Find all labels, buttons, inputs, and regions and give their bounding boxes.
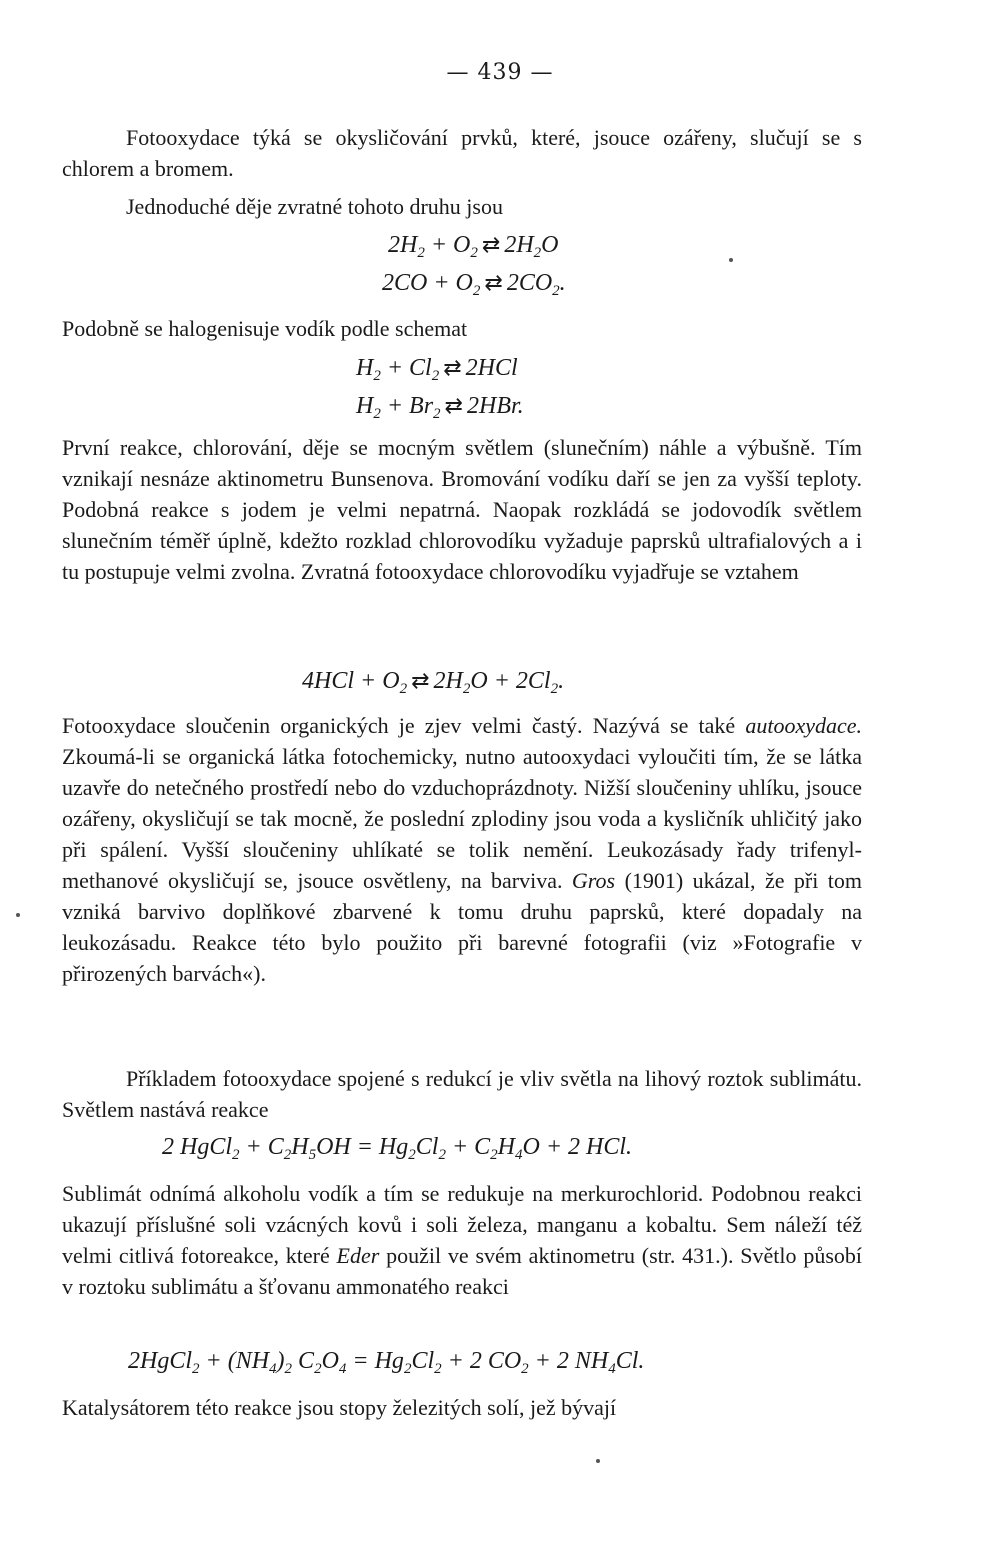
author-eder: Eder	[336, 1243, 380, 1268]
paragraph-chlorovani: První reakce, chlorování, děje se mocným světlem (slunečním) náhle a výbušně. Tím vznikají nesnáze aktinometru Bunsenova. Bromování vodíku daří se jen za vyšší teploty. Podobná reakce s jodem je velmi nepatrná. Naopak rozkládá se jodovodík světlem slunečním téměř úplně, kdežto rozklad chlorovodíku vyžaduje paprsků ultrafialových a i tu postupuje velmi zvolna. Zvratná fotooxydace chlorovodíku vyjadřuje se vztahem	[62, 435, 862, 584]
paragraph-katalysator: Katalysátorem této reakce jsou stopy železitých solí, jež bývají	[62, 1395, 617, 1420]
equilibrium-arrow-icon: ⇄	[484, 270, 503, 295]
equation-carbon-dioxide: $2CO + O_2$ ⇄ $2CO_2$.	[382, 270, 566, 299]
equilibrium-arrow-icon: ⇄	[411, 668, 430, 693]
equilibrium-arrow-icon: ⇄	[444, 393, 463, 418]
equation-water: $2H_2 + O_2$ ⇄ $2H_2O$	[388, 232, 559, 261]
page-number: — 439 —	[446, 60, 554, 85]
paragraph-fotooxydace-intro: Fotooxydace týká se okysličování prvků, které, jsouce ozářeny, slučují se s chlorem a bromem.	[62, 125, 862, 181]
equation-stovan-ammonaty: 2HgCl$_2$ + $(NH_4)_2$ $C_2O_4 = Hg_2Cl_2 + 2$ $CO_2 + 2$ $NH_4Cl$.	[128, 1348, 645, 1377]
print-speck	[729, 258, 733, 262]
equilibrium-arrow-icon: ⇄	[481, 232, 501, 257]
equation-hydrogen-chloride: $H_2 + Cl_2$ ⇄ 2HCl	[356, 355, 518, 384]
term-autooxydace: autooxydace.	[745, 713, 862, 738]
equation-chlorovodik-fotooxydace: $4HCl + O_2$ ⇄ $2H_2O + 2Cl_2$.	[302, 668, 565, 697]
equation-sublimat-alkohol: 2 HgCl$_2$ + $C_2H_5OH = Hg_2Cl_2 + C_2H_4O + 2$ HCl.	[162, 1134, 633, 1163]
paragraph-merkurochlorid: Sublimát odnímá alkoholu vodík a tím se redukuje na merkurochlorid. Podobnou reakci ukazují příslušné soli vzácných kovů i soli železa, manganu a kobaltu. Sem náleží též velmi citlivá fotoreakce, které Eder použil ve svém aktinometru (str. 431.). Světlo působí v roztoku sublimátu a šťovanu ammonatého reakci	[62, 1181, 862, 1299]
equation-hydrogen-bromide: $H_2 + Br_2$ ⇄ 2HBr.	[356, 393, 524, 422]
paragraph-autooxydace: Fotooxydace sloučenin organických je zjev velmi častý. Nazývá se také autooxydace. Zkoumá-li se organická látka fotochemicky, nutno autooxydaci vyloučiti tím, že se látka uzavře do netečného prostředí nebo do vzduchoprázdnoty. Nižší sloučeniny uhlíku, jsouce ozářeny, okysličují se tak mocně, že poslední zplodiny jsou voda a kysličník uhličitý jako při spálení. Vyšší sloučeniny uhlíkaté se tolik nemění. Leukozásady řady trifenyl-methanové okysličují se, jsouce osvětleny, na barviva. Gros (1901) ukázal, že při tom vzniká barvivo doplňkové zbarvené k tomu druhu paprsků, které dopadaly na leukozásadu. Reakce této bylo použito při barevné fotografii (viz »Fotografie v přirozených barvách«).	[62, 713, 863, 986]
equilibrium-arrow-icon: ⇄	[443, 355, 462, 380]
paragraph-zvratne-deje: Jednoduché děje zvratné tohoto druhu jsou	[126, 194, 503, 219]
print-speck	[596, 1459, 600, 1463]
print-speck	[16, 913, 20, 917]
paragraph-sublimat: Příkladem fotooxydace spojené s redukcí je vliv světla na lihový roztok sublimátu. Světlem nastává reakce	[62, 1066, 862, 1122]
paragraph-halogenisace: Podobně se halogenisuje vodík podle schemat	[62, 316, 468, 341]
author-gros: Gros	[571, 868, 616, 893]
